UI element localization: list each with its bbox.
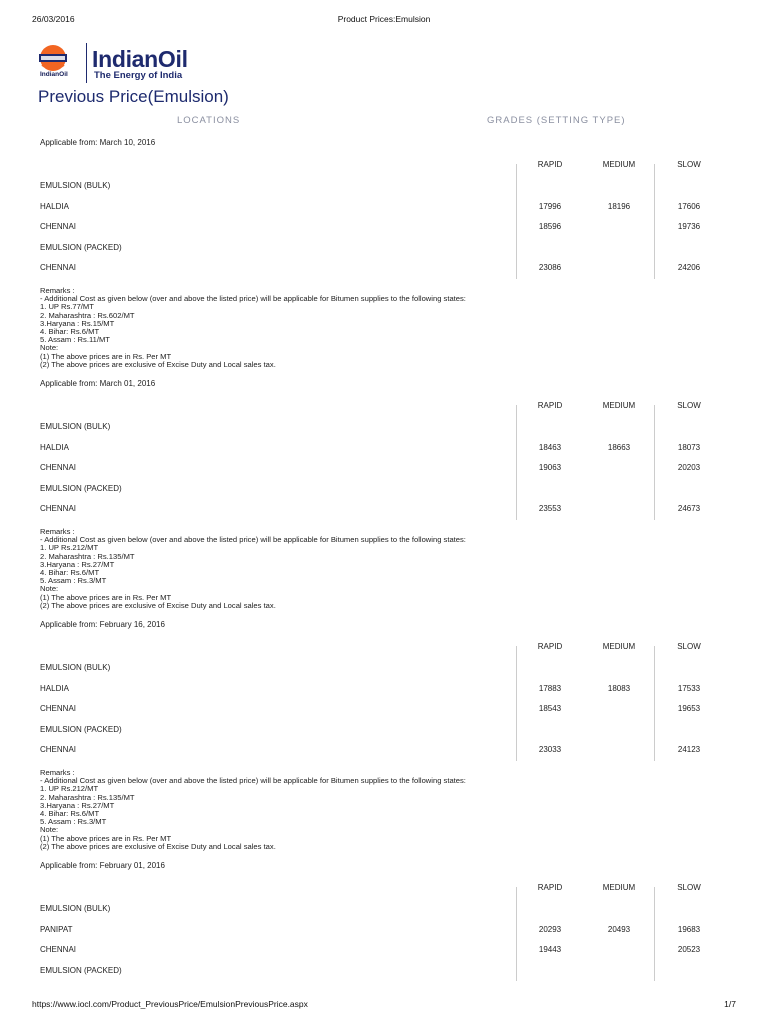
medium-header: MEDIUM bbox=[602, 160, 636, 169]
slow-price: 19736 bbox=[677, 222, 701, 232]
rapid-price: 19443 bbox=[538, 945, 562, 955]
rapid-price: 23553 bbox=[538, 504, 562, 514]
slow-price: 17533 bbox=[677, 683, 701, 693]
remark-line: 3.Haryana : Rs.27/MT bbox=[40, 800, 115, 810]
print-date: 26/03/2016 bbox=[32, 14, 75, 24]
slow-price: 24206 bbox=[677, 263, 701, 273]
column-divider bbox=[516, 887, 517, 981]
medium-header: MEDIUM bbox=[602, 883, 636, 892]
product-group-row bbox=[40, 720, 730, 741]
location-name: CHENNAI bbox=[40, 504, 77, 514]
remarks-block bbox=[40, 769, 730, 851]
remarks-block bbox=[40, 287, 730, 369]
price-row bbox=[40, 679, 730, 700]
remark-line: (2) The above prices are exclusive of Excise Duty and Local sales tax. bbox=[40, 600, 276, 610]
medium-price: 20493 bbox=[607, 924, 631, 934]
remark-line: 5. Assam : Rs.3/MT bbox=[40, 817, 107, 827]
remark-line: Remarks : bbox=[40, 767, 75, 777]
location-name: CHENNAI bbox=[40, 222, 77, 232]
price-block bbox=[40, 618, 730, 859]
logo-tagline: The Energy of India bbox=[94, 70, 183, 81]
medium-price: 18196 bbox=[607, 201, 631, 211]
block-spacer bbox=[40, 610, 730, 618]
price-row bbox=[40, 940, 730, 961]
product-group-label: EMULSION (PACKED) bbox=[40, 965, 122, 975]
print-title: Product Prices:Emulsion bbox=[337, 14, 431, 24]
remark-line: 5. Assam : Rs.3/MT bbox=[40, 576, 107, 586]
remark-line: (1) The above prices are in Rs. Per MT bbox=[40, 592, 172, 602]
price-table bbox=[40, 391, 730, 520]
remark-line: (1) The above prices are in Rs. Per MT bbox=[40, 351, 172, 361]
location-name: HALDIA bbox=[40, 201, 69, 211]
product-group-row bbox=[40, 658, 730, 679]
page-title: Previous Price(Emulsion) bbox=[38, 87, 229, 106]
remark-line: 2. Maharashtra : Rs.135/MT bbox=[40, 551, 135, 561]
location-name: CHENNAI bbox=[40, 463, 77, 473]
remark-line: 4. Bihar: Rs.6/MT bbox=[40, 808, 100, 818]
applicable-date: Applicable from: March 10, 2016 bbox=[40, 138, 156, 147]
indianoil-logo[interactable] bbox=[38, 43, 208, 83]
rapid-header: RAPID bbox=[537, 642, 563, 651]
price-row bbox=[40, 499, 730, 520]
column-divider bbox=[654, 164, 655, 279]
logo-divider bbox=[86, 43, 87, 83]
locations-column-header: LOCATIONS bbox=[177, 115, 241, 126]
rapid-price: 18543 bbox=[538, 704, 562, 714]
location-name: CHENNAI bbox=[40, 945, 77, 955]
rapid-header: RAPID bbox=[537, 401, 563, 410]
indianoil-emblem-icon bbox=[38, 43, 82, 73]
column-divider bbox=[654, 405, 655, 520]
slow-price: 19653 bbox=[677, 704, 701, 714]
product-group-row bbox=[40, 899, 730, 920]
remark-line: (1) The above prices are in Rs. Per MT bbox=[40, 833, 172, 843]
grades-column-header: GRADES (SETTING TYPE) bbox=[487, 115, 626, 126]
rapid-price: 19063 bbox=[538, 463, 562, 473]
slow-header: SLOW bbox=[677, 401, 701, 410]
price-row bbox=[40, 740, 730, 761]
remark-line: 3.Haryana : Rs.15/MT bbox=[40, 318, 115, 328]
product-group-label: EMULSION (BULK) bbox=[40, 181, 111, 190]
price-table bbox=[40, 150, 730, 279]
product-group-row bbox=[40, 479, 730, 500]
remark-line: 4. Bihar: Rs.6/MT bbox=[40, 326, 100, 336]
medium-price: 18083 bbox=[607, 683, 631, 693]
rapid-price: 20293 bbox=[538, 924, 562, 934]
product-group-row bbox=[40, 176, 730, 197]
block-spacer bbox=[40, 851, 730, 859]
price-row bbox=[40, 920, 730, 941]
remarks-block bbox=[40, 528, 730, 610]
column-divider bbox=[654, 646, 655, 761]
product-group-label: EMULSION (BULK) bbox=[40, 904, 111, 913]
remark-line: - Additional Cost as given below (over and above the listed price) will be applicable for Bitumen supplies to the following states: bbox=[40, 294, 466, 304]
price-row bbox=[40, 197, 730, 218]
remark-line: (2) The above prices are exclusive of Excise Duty and Local sales tax. bbox=[40, 359, 276, 369]
rapid-header: RAPID bbox=[537, 883, 563, 892]
slow-price: 17606 bbox=[677, 201, 701, 211]
price-row bbox=[40, 258, 730, 279]
slow-price: 24123 bbox=[677, 745, 701, 755]
rapid-price: 18463 bbox=[538, 442, 562, 452]
logo-brand: IndianOil bbox=[92, 46, 188, 72]
remark-line: 1. UP Rs.212/MT bbox=[40, 543, 99, 553]
location-name: CHENNAI bbox=[40, 704, 77, 714]
column-divider bbox=[516, 405, 517, 520]
price-row bbox=[40, 699, 730, 720]
logo-subtext: IndianOil bbox=[40, 71, 68, 78]
location-name: CHENNAI bbox=[40, 745, 77, 755]
rapid-price: 17883 bbox=[538, 683, 562, 693]
applicable-date: Applicable from: March 01, 2016 bbox=[40, 379, 156, 388]
remark-line: 1. UP Rs.212/MT bbox=[40, 784, 99, 794]
slow-header: SLOW bbox=[677, 642, 701, 651]
remark-line: Note: bbox=[40, 825, 59, 835]
remark-line: 5. Assam : Rs.11/MT bbox=[40, 335, 110, 345]
applicable-date: Applicable from: February 16, 2016 bbox=[40, 620, 165, 629]
remark-line: 4. Bihar: Rs.6/MT bbox=[40, 567, 100, 577]
slow-price: 20203 bbox=[677, 463, 701, 473]
slow-price: 19683 bbox=[677, 924, 701, 934]
medium-price: 18663 bbox=[607, 442, 631, 452]
price-table bbox=[40, 632, 730, 761]
rapid-header: RAPID bbox=[537, 160, 563, 169]
location-name: HALDIA bbox=[40, 683, 69, 693]
grade-header-row bbox=[40, 150, 730, 176]
product-group-label: EMULSION (BULK) bbox=[40, 663, 111, 672]
price-block bbox=[40, 136, 730, 377]
applicable-date: Applicable from: February 01, 2016 bbox=[40, 861, 165, 870]
grade-header-row bbox=[40, 391, 730, 417]
product-group-label: EMULSION (BULK) bbox=[40, 422, 111, 431]
grade-header-row bbox=[40, 632, 730, 658]
slow-header: SLOW bbox=[677, 160, 701, 169]
slow-price: 24673 bbox=[677, 504, 701, 514]
rapid-price: 23086 bbox=[538, 263, 562, 273]
remark-line: 2. Maharashtra : Rs.602/MT bbox=[40, 310, 135, 320]
remark-line: Remarks : bbox=[40, 285, 75, 295]
rapid-price: 23033 bbox=[538, 745, 562, 755]
remark-line: Note: bbox=[40, 343, 59, 353]
remark-line: 3.Haryana : Rs.27/MT bbox=[40, 559, 115, 569]
page-number: 1/7 bbox=[724, 999, 736, 1009]
remark-line: (2) The above prices are exclusive of Excise Duty and Local sales tax. bbox=[40, 841, 276, 851]
product-group-label: EMULSION (PACKED) bbox=[40, 724, 122, 734]
column-divider bbox=[516, 646, 517, 761]
product-group-row bbox=[40, 417, 730, 438]
block-spacer bbox=[40, 369, 730, 377]
location-name: PANIPAT bbox=[40, 924, 73, 934]
grade-header-row bbox=[40, 873, 730, 899]
product-group-row bbox=[40, 961, 730, 982]
print-url: https://www.iocl.com/Product_PreviousPrice/EmulsionPreviousPrice.aspx bbox=[32, 999, 308, 1009]
product-group-label: EMULSION (PACKED) bbox=[40, 483, 122, 493]
remark-line: 2. Maharashtra : Rs.135/MT bbox=[40, 792, 135, 802]
remark-line: - Additional Cost as given below (over and above the listed price) will be applicable for Bitumen supplies to the following states: bbox=[40, 776, 466, 786]
column-divider bbox=[516, 164, 517, 279]
product-group-row bbox=[40, 238, 730, 259]
medium-header: MEDIUM bbox=[602, 642, 636, 651]
slow-price: 20523 bbox=[677, 945, 701, 955]
price-row bbox=[40, 458, 730, 479]
remark-line: 1. UP Rs.77/MT bbox=[40, 302, 94, 312]
location-name: CHENNAI bbox=[40, 263, 77, 273]
slow-price: 18073 bbox=[677, 442, 701, 452]
remark-line: - Additional Cost as given below (over and above the listed price) will be applicable for Bitumen supplies to the following states: bbox=[40, 535, 466, 545]
medium-header: MEDIUM bbox=[602, 401, 636, 410]
column-divider bbox=[654, 887, 655, 981]
price-row bbox=[40, 438, 730, 459]
price-table bbox=[40, 873, 730, 981]
product-group-label: EMULSION (PACKED) bbox=[40, 242, 122, 252]
price-block bbox=[40, 377, 730, 618]
remark-line: Note: bbox=[40, 584, 59, 594]
price-list bbox=[40, 136, 730, 981]
slow-header: SLOW bbox=[677, 883, 701, 892]
rapid-price: 18596 bbox=[538, 222, 562, 232]
rapid-price: 17996 bbox=[538, 201, 562, 211]
remark-line: Remarks : bbox=[40, 526, 75, 536]
print-header bbox=[32, 14, 736, 28]
location-name: HALDIA bbox=[40, 442, 69, 452]
price-row bbox=[40, 217, 730, 238]
price-block bbox=[40, 859, 730, 981]
